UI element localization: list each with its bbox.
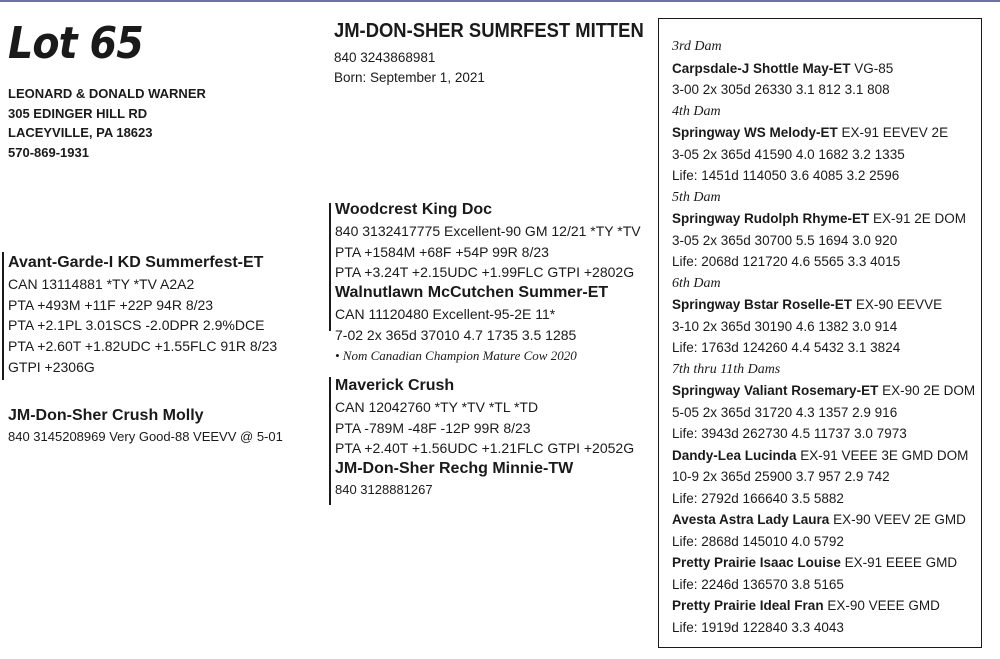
dam-record: 3-05 2x 365d 30700 5.5 1694 3.0 920 (672, 232, 898, 248)
sire-sire-bracket (329, 203, 331, 331)
sire-sire-block (335, 200, 641, 366)
dam-entry-name: Pretty Prairie Ideal Fran (672, 598, 824, 613)
top-rule (0, 0, 1000, 2)
dams-box (658, 18, 982, 648)
dam-record: 10-9 2x 365d 25900 3.7 957 2.9 742 (672, 469, 890, 484)
dam-record: Life: 2246d 136570 3.8 5165 (672, 576, 844, 592)
dam-entry (672, 208, 981, 230)
sire-dam-line: 7-02 2x 365d 37010 4.7 1735 3.5 1285 (335, 326, 577, 343)
dam-name: JM-Don-Sher Crush Molly (8, 407, 204, 424)
dam-entry-name: Avesta Astra Lady Laura (672, 512, 830, 527)
dam-entry (672, 380, 981, 402)
dam-generation-heading: 5th Dam (672, 189, 721, 205)
animal-born: Born: September 1, 2021 (334, 70, 485, 85)
sire-sire-line: PTA +3.24T +2.15UDC +1.99FLC GTPI +2802G (335, 264, 635, 281)
owner-block (8, 84, 206, 162)
dam-sire-name: Maverick Crush (335, 377, 455, 394)
sire-line: GTPI +2306G (8, 358, 95, 375)
dam-record: Life: 2792d 166640 3.5 5882 (672, 490, 844, 506)
sire-dam-note: • Nom Canadian Champion Mature Cow 2020 (335, 347, 577, 363)
dam-entry-score: EX-91 2E DOM (869, 211, 967, 226)
dam-entry-score: EX-90 2E DOM (878, 383, 976, 398)
dam-sire-line: CAN 12042760 *TY *TV *TL *TD (335, 398, 539, 415)
dam-generation-heading: 6th Dam (672, 275, 721, 291)
dam-entry (672, 509, 981, 531)
dam-sire-line: PTA +2.40T +1.56UDC +1.21FLC GTPI +2052G (335, 440, 635, 457)
animal-reg: 840 3243868981 (334, 50, 436, 65)
dam-record: 3-00 2x 305d 26330 3.1 812 3.1 808 (672, 82, 890, 97)
dam-entry-score: EX-91 EEVEV 2E (837, 125, 949, 140)
dam-generation-heading: 7th thru 11th Dams (672, 361, 781, 377)
sire-dam-name: Walnutlawn McCutchen Summer-ET (335, 284, 609, 302)
owner-name: LEONARD & DONALD WARNER (8, 86, 206, 101)
dam-sire-line: PTA -789M -48F -12P 99R 8/23 (335, 419, 531, 436)
dam-entry-name: Springway WS Melody-ET (672, 125, 838, 140)
dam-sire-block (335, 376, 634, 501)
dam-entry (672, 122, 981, 144)
dam-entry-score: EX-91 VEEE 3E GMD DOM (796, 447, 969, 463)
owner-address-2: LACEYVILLE, PA 18623 (8, 125, 153, 140)
sire-sire-line: 840 3132417775 Excellent-90 GM 12/21 *TY *TV (335, 222, 641, 239)
sire-line: PTA +2.1PL 3.01SCS -2.0DPR 2.9%DCE (8, 317, 265, 334)
dam-entry-name: Springway Bstar Roselle-ET (672, 297, 853, 312)
dam-record: Life: 1919d 122840 3.3 4043 (672, 619, 844, 635)
dam-record: 5-05 2x 365d 31720 4.3 1357 2.9 916 (672, 404, 898, 420)
dam-entry-name: Springway Valiant Rosemary-ET (672, 383, 879, 398)
sire-sire-line: PTA +1584M +68F +54P 99R 8/23 (335, 243, 549, 260)
dam-entry (672, 445, 981, 467)
sire-line: CAN 13114881 *TY *TV A2A2 (8, 275, 195, 292)
dam-entry-name: Dandy-Lea Lucinda (672, 447, 797, 463)
dam-entry-name: Springway Rudolph Rhyme-ET (672, 211, 870, 226)
dam-entry (672, 595, 981, 617)
dam-line: 840 3145208969 Very Good-88 VEEVV @ 5-01 (8, 428, 283, 444)
dam-entry-score: EX-90 VEEE GMD (823, 598, 940, 613)
owner-address-1: 305 EDINGER HILL RD (8, 105, 148, 121)
dam-entry (672, 552, 981, 574)
sire-line: PTA +2.60T +1.82UDC +1.55FLC 91R 8/23 (8, 338, 278, 355)
animal-name: JM-DON-SHER SUMRFEST MITTEN (334, 20, 644, 42)
dam-dam-name: JM-Don-Sher Rechg Minnie-TW (335, 460, 574, 478)
sire-bracket (2, 252, 4, 380)
dam-record: Life: 3943d 262730 4.5 11737 3.0 7973 (672, 426, 907, 441)
dam-entry-name: Carpsdale-J Shottle May-ET (672, 60, 851, 76)
animal-info (334, 48, 485, 88)
sire-block (8, 253, 277, 378)
dam-record: 3-10 2x 365d 30190 4.6 1382 3.0 914 (672, 318, 898, 334)
dam-record: Life: 1451d 114050 3.6 4085 3.2 2596 (672, 168, 900, 183)
dam-record: Life: 1763d 124260 4.4 5432 3.1 3824 (672, 340, 901, 355)
dam-dam-line: 840 3128881267 (335, 481, 433, 497)
dam-record: Life: 2068d 121720 4.6 5565 3.3 4015 (672, 254, 901, 269)
lot-number: Lot 65 (8, 18, 143, 69)
dam-record: 3-05 2x 365d 41590 4.0 1682 3.2 1335 (672, 146, 905, 162)
sire-dam-line: CAN 11120480 Excellent-95-2E 11* (335, 305, 556, 322)
dam-entry-score: EX-90 EEVVE (852, 297, 943, 312)
sire-name: Avant-Garde-I KD Summerfest-ET (8, 254, 264, 271)
dam-entry-name: Pretty Prairie Isaac Louise (672, 555, 841, 570)
dam-sire-bracket (329, 377, 331, 505)
dam-record: Life: 2868d 145010 4.0 5792 (672, 533, 844, 549)
sire-sire-name: Woodcrest King Doc (335, 201, 493, 218)
dam-entry (672, 294, 981, 316)
dam-entry (672, 58, 981, 80)
dam-generation-heading: 3rd Dam (672, 39, 722, 54)
dam-generation-heading: 4th Dam (672, 103, 721, 119)
dam-entry-score: EX-91 EEEE GMD (840, 555, 958, 570)
dam-entry-score: VG-85 (850, 60, 894, 76)
sire-line: PTA +493M +11F +22P 94R 8/23 (8, 296, 214, 313)
owner-phone: 570-869-1931 (8, 144, 89, 160)
dam-block (8, 406, 283, 448)
dam-entry-score: EX-90 VEEV 2E GMD (829, 512, 966, 527)
